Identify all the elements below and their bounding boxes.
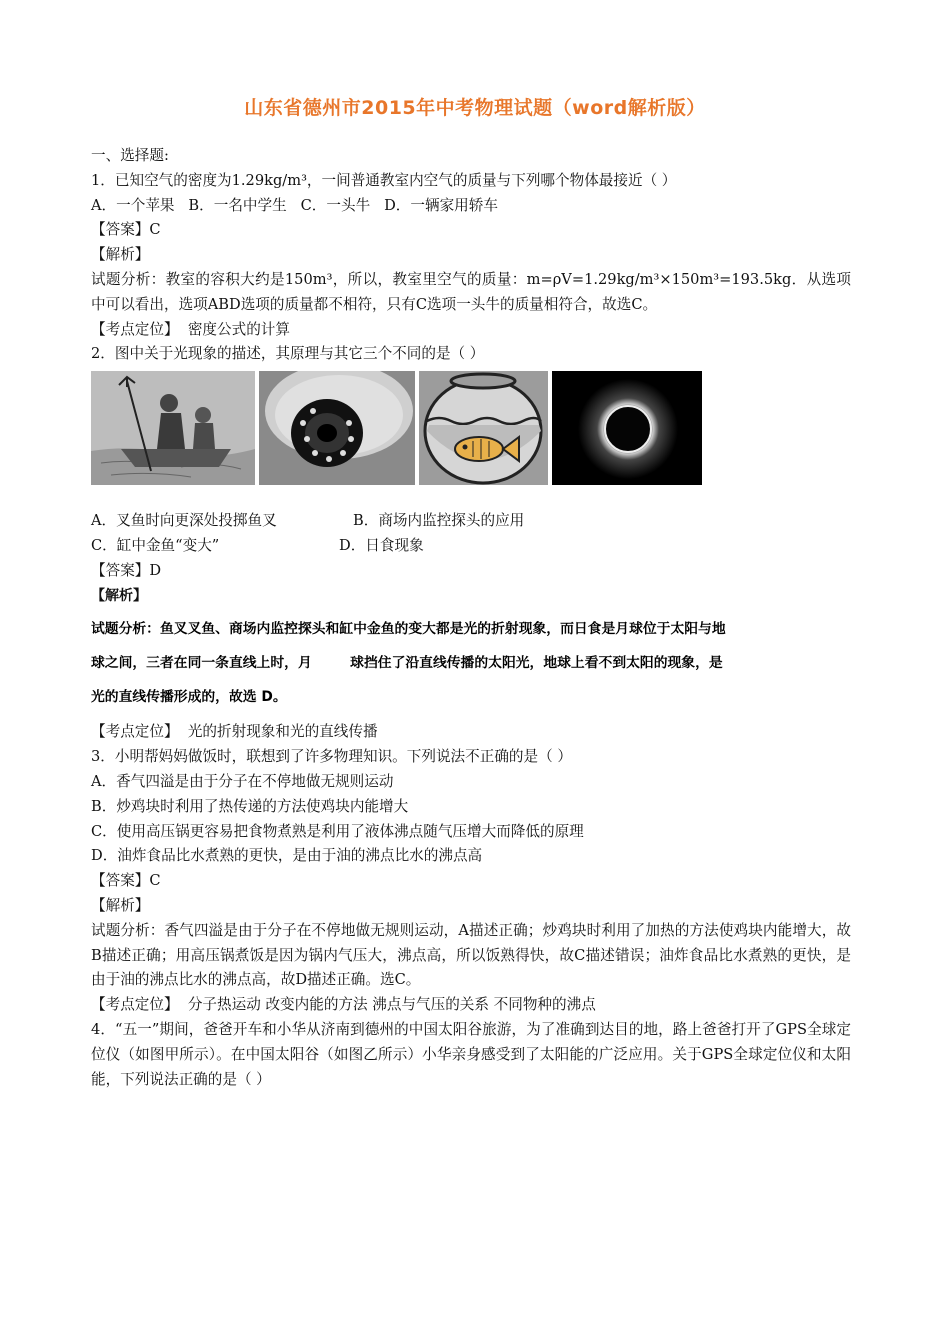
q2-options-row1 bbox=[91, 509, 851, 534]
q2-option-b: B．商场内监控探头的应用 bbox=[353, 512, 525, 530]
q3-point: 【考点定位】 分子热运动 改变内能的方法 沸点与气压的关系 不同物种的沸点 bbox=[91, 996, 596, 1014]
solar-eclipse-image bbox=[552, 371, 702, 485]
q1-analysis: 试题分析：教室的容积大约是150m³，所以，教室里空气的质量：m=ρV=1.29kg/m³×150m³=193.5kg．从选项中可以看出，选项ABD选项的质量都不相符，只有C选项一头牛的质量相符合，故选C。 bbox=[91, 270, 851, 313]
q2-analysis-line1: 试题分析：鱼叉叉鱼、商场内监控探头和缸中金鱼的变大都是光的折射现象，而日食是月球位于太阳与地 bbox=[91, 621, 726, 638]
q2-option-a: A．叉鱼时向更深处投掷鱼叉 bbox=[91, 512, 277, 530]
q3-analysis-label: 【解析】 bbox=[91, 896, 150, 914]
fisherman-spear-image bbox=[91, 371, 255, 485]
q2-stem: 2．图中关于光现象的描述，其原理与其它三个不同的是（ ） bbox=[91, 345, 485, 363]
q3-option-d: D．油炸食品比水煮熟的更快，是由于油的沸点比水的沸点高 bbox=[91, 847, 483, 865]
q1-stem: 1．已知空气的密度为1.29kg/m³，一间普通教室内空气的质量与下列哪个物体最接近（ ） bbox=[91, 171, 677, 189]
q2-analysis-block bbox=[91, 612, 851, 714]
q1-point: 【考点定位】 密度公式的计算 bbox=[91, 320, 290, 338]
q2-analysis-line2: 球之间，三者在同一条直线上时，月 球挡住了沿直线传播的太阳光，地球上看不到太阳的现象，是 bbox=[91, 655, 723, 672]
q2-analysis-line3: 光的直线传播形成的，故选 D。 bbox=[91, 689, 287, 706]
q1-analysis-label: 【解析】 bbox=[91, 246, 150, 264]
q3-option-b: B．炒鸡块时利用了热传递的方法使鸡块内能增大 bbox=[91, 797, 409, 815]
q3-stem: 3．小明帮妈妈做饭时，联想到了许多物理知识。下列说法不正确的是（ ） bbox=[91, 748, 572, 766]
q3-answer: 【答案】C bbox=[91, 872, 161, 890]
surveillance-camera-image bbox=[259, 371, 415, 485]
section-heading: 一、选择题: bbox=[91, 147, 169, 164]
q2-options-row2 bbox=[91, 534, 851, 559]
q1-answer: 【答案】C bbox=[91, 221, 161, 239]
q1-options: A．一个苹果 B．一名中学生 C．一头牛 D．一辆家用轿车 bbox=[91, 196, 498, 214]
document-title: 山东省德州市2015年中考物理试题（word解析版） bbox=[244, 97, 706, 119]
q3-analysis: 试题分析：香气四溢是由于分子在不停地做无规则运动，A描述正确；炒鸡块时利用了加热的方法使鸡块内能增大，故B描述正确；用高压锅煮饭是因为锅内气压大，沸点高，所以饭熟得快，故C描述错误；油炸食品比水煮熟的更快，是由于油的沸点比水的沸点高，故D描述正确。选C。 bbox=[91, 921, 851, 989]
q2-option-d: D．日食现象 bbox=[339, 536, 424, 554]
q2-image-row bbox=[91, 371, 851, 485]
q2-option-c: C．缸中金鱼“变大” bbox=[91, 536, 220, 554]
q4-stem: 4．“五一”期间，爸爸开车和小华从济南到德州的中国太阳谷旅游，为了准确到达目的地，路上爸爸打开了GPS全球定位仪（如图甲所示）。在中国太阳谷（如图乙所示）小华亲身感受到了太阳能的广泛应用。关于GPS全球定位仪和太阳能，下列说法正确的是（ ） bbox=[91, 1020, 851, 1088]
goldfish-bowl-image bbox=[419, 371, 548, 485]
q2-analysis-label: 【解析】 bbox=[91, 587, 147, 604]
q2-point: 【考点定位】 光的折射现象和光的直线传播 bbox=[91, 723, 378, 741]
document-body bbox=[91, 144, 851, 1092]
q3-option-c: C．使用高压锅更容易把食物煮熟是利用了液体沸点随气压增大而降低的原理 bbox=[91, 822, 584, 840]
q2-answer: 【答案】D bbox=[91, 561, 162, 579]
q3-option-a: A．香气四溢是由于分子在不停地做无规则运动 bbox=[91, 772, 394, 790]
